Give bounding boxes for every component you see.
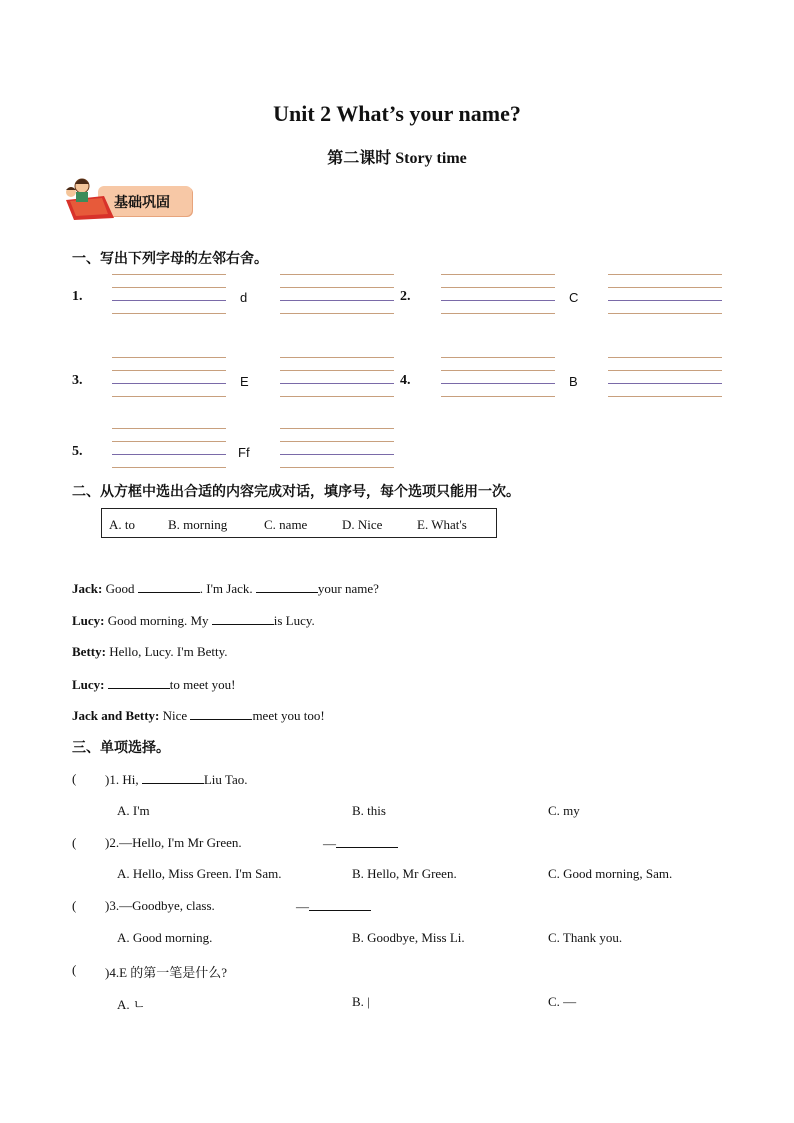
blank[interactable] <box>190 707 252 720</box>
section-badge <box>60 174 200 224</box>
writing-lines[interactable] <box>280 357 394 397</box>
answer-blank[interactable]: — <box>323 835 398 852</box>
blank[interactable] <box>138 580 200 593</box>
question-paren[interactable]: ( <box>72 898 77 913</box>
dialogue-line: Betty: Hello, Lucy. I'm Betty. <box>72 644 228 659</box>
letter-label: C <box>569 290 579 305</box>
choice-b[interactable]: B. Goodbye, Miss Li. <box>352 930 465 945</box>
page-subtitle: 第二课时 Story time <box>327 150 467 167</box>
letter-label: B <box>569 374 578 389</box>
dialogue-line: Lucy: to meet you! <box>72 677 236 692</box>
choice-c[interactable]: C. — <box>548 994 577 1009</box>
item-number: 2. <box>400 289 411 304</box>
option-e: E. What's <box>417 517 467 532</box>
choice-c[interactable]: C. Thank you. <box>548 930 623 945</box>
choice-b[interactable]: B. this <box>352 803 386 818</box>
option-c: C. name <box>264 517 308 532</box>
question-paren[interactable]: ( <box>72 962 77 977</box>
writing-lines[interactable] <box>112 428 226 468</box>
choice-c[interactable]: C. Good morning, Sam. <box>548 866 673 881</box>
letter-label: E <box>240 374 249 389</box>
letter-label: d <box>240 290 248 305</box>
item-number: 1. <box>72 289 83 304</box>
choice-b[interactable]: B. | <box>352 994 370 1009</box>
writing-lines[interactable] <box>280 274 394 314</box>
question-stem: )3.—Goodbye, class. <box>105 898 215 913</box>
writing-lines[interactable] <box>441 357 555 397</box>
letter-label: Ff <box>238 445 250 460</box>
choice-a[interactable]: A. Hello, Miss Green. I'm Sam. <box>117 866 282 881</box>
question-stem: )4.E 的第一笔是什么? <box>105 965 228 980</box>
page-title: Unit 2 What’s your name? <box>273 101 521 126</box>
blank[interactable] <box>212 612 274 625</box>
blank[interactable] <box>108 676 170 689</box>
option-b: B. morning <box>168 517 228 532</box>
dialogue-line: Lucy: Good morning. My is Lucy. <box>72 613 315 628</box>
dialogue-line: Jack and Betty: Nice meet you too! <box>72 708 325 723</box>
choice-c[interactable]: C. my <box>548 803 580 818</box>
choice-b[interactable]: B. Hello, Mr Green. <box>352 866 457 881</box>
item-number: 3. <box>72 373 83 388</box>
option-d: D. Nice <box>342 517 383 532</box>
answer-blank[interactable]: — <box>296 898 371 915</box>
question-stem: )2.—Hello, I'm Mr Green. <box>105 835 242 850</box>
writing-lines[interactable] <box>280 428 394 468</box>
question-paren[interactable]: ( <box>72 771 77 786</box>
writing-lines[interactable] <box>112 274 226 314</box>
writing-lines[interactable] <box>441 274 555 314</box>
section3-heading: 三、单项选择。 <box>72 740 170 756</box>
writing-lines[interactable] <box>112 357 226 397</box>
choice-a[interactable]: A. ㄴ <box>117 997 146 1012</box>
section2-heading: 二、从方框中选出合适的内容完成对话，填序号，每个选项只能用一次。 <box>72 484 520 500</box>
question-stem: )1. Hi, Liu Tao. <box>105 772 248 787</box>
writing-lines[interactable] <box>608 357 722 397</box>
choice-a[interactable]: A. I'm <box>117 803 150 818</box>
writing-lines[interactable] <box>608 274 722 314</box>
dialogue-line: Jack: Good . I'm Jack. your name? <box>72 581 379 596</box>
item-number: 5. <box>72 444 83 459</box>
options-box <box>101 508 497 538</box>
option-a: A. to <box>109 517 135 532</box>
choice-a[interactable]: A. Good morning. <box>117 930 213 945</box>
item-number: 4. <box>400 373 411 388</box>
section1-heading: 一、写出下列字母的左邻右舍。 <box>72 251 268 267</box>
badge-label: 基础巩固 <box>114 195 170 211</box>
question-paren[interactable]: ( <box>72 835 77 850</box>
blank[interactable] <box>256 580 318 593</box>
